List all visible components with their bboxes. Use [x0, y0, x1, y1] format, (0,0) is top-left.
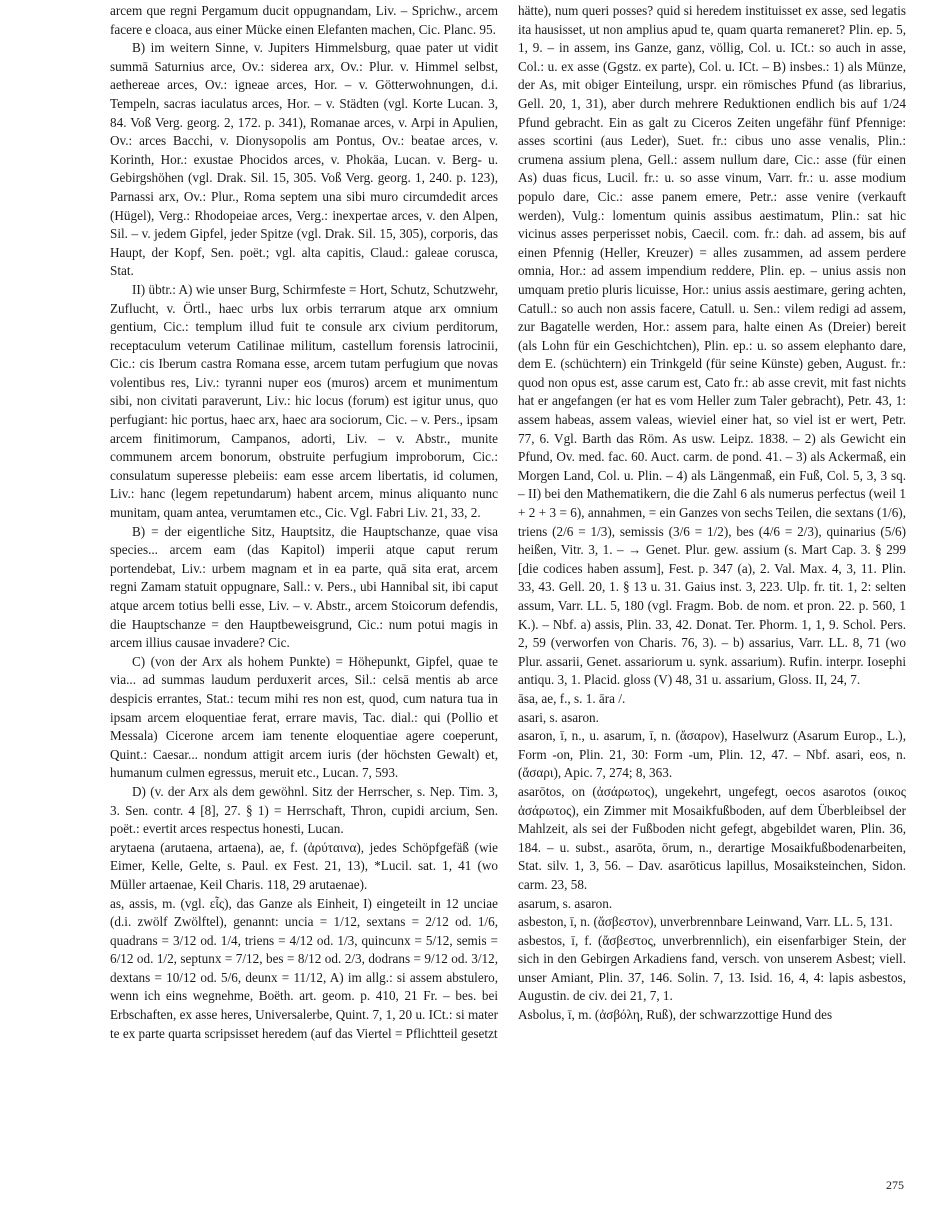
entry-paragraph: Asbolus, ī, m. (ἀσβόλη, Ruß), der schwarzzottige Hund des	[518, 1007, 833, 1023]
entry-paragraph: B) = der eigentliche Sitz, Hauptsitz, die Hauptschanze, quae visa species... arcem eam (das Kapitol) imperii atque caput rerum portendebat, Liv.: urbem magnam et in ea parte, quā sita erat, arcem regni Zamam statuit oppugnare, Sall.: v. Pers., ubi Hannibal sit, ibi caput atque arcem totius belli esse, Liv. – v. Abstr., arcem Stoicorum defendis, die Hauptschanze = den Hauptbeweisgrund, Cic.: num potui magis in arcem illius causae invadere? Cic.	[110, 523, 498, 651]
entry-paragraph: asaron, ī, n., u. asarum, ī, n. (ἄσαρον), Haselwurz (Asarum Europ., L.), Form -on, Plin. 21, 30: Form -um, Plin. 12, 47. – Nbf. asari, eos, n. (ἄσαρι), Apic. 7, 274; 8, 363.	[518, 728, 906, 781]
entry-paragraph: hätte), num queri posses? quid si heredem instituisset ex asse, sed legatis ita hausisset, ut non amplius apud te, quam quarta remaneret? Plin. ep. 5, 1, 9. – in assem, ins Ganze, ganz, völlig, Col. u. ICt.: so auch in asse, Col.: u. ex asse (Ggstz. ex parte), Col. u. ICt. – B) insbes.: 1) als Münze, der As, mit obiger Einteilung, urspr. ein römisches Pfund (as librarius, Gell. 20, 1, 31), aber durch mehrere Reduktionen endlich bis auf 1/24 Pfund gebracht. Ein as galt zu Ciceros Zeiten ungefähr fünf Pfennige: asses scortini (aus Leder), Suet. fr.: cibus uno asse venalis, Plin.: crumena assium plena, Gell.: assem nullum dare, Cic.: asse (für einen As) duas ficus, Lucil. fr.: u. so asse vinum, Varr. fr.: u. asse modium populo dare, Cic.: asse panem emere, Petr.: asse venire (verkauft werden), Vulg.: lomentum quinis assibus aestimatum, Plin.: sat hic vicinus asses perperisset nobis, Caecil. com. fr.: dah. ad assem, bis auf einen Pfennig (Heller, Kreuzer) = alles zusammen, ad assem perdere omnia, Hor.: ad assem impendium reddere, Plin. ep. – unius assis non umquam pretio pluris licuisse, Hor.: unius assis aestimare, gering achten, Catull.: so auch non assis facere, Catull. u. Sen.: vilem redigi ad assem, zur Bagatelle werden, Hor.: assem para, halte einen As (Dreier) bereit (als Lohn für ein Geschichtchen), Plin. ep.: u. so assem elephanto dare, dem E. (schüchtern) ein Trinkgeld (für seine Künste) geben, August. fr.: quod non opus est, asse carum est, Cato fr.: ab asse crevit, mit fast nichts hat er angefangen (er hat es vom Heller zum Taler gebracht), Petr. 43, 1: assem habeas, assem valeas, wieviel einer hat, so viel ist er wert, Petr. 77, 6. Vgl. Barth das Röm. As usw. Leipz. 1838. – 2) als Gewicht ein Pfund, Ov. med. fac. 60. Auct. carm. de pond. 41. – 3) als Ackermaß, ein Morgen Land, Col. u. Plin. – 4) als Längenmaß, ein Fuß, Col. 5, 3, 3 sq. – II) bei den Mathematikern, die die Zahl 6 als numerus perfectus (weil 1 + 2 + 3 = 6), annahmen, = ein Ganzes von sechs Teilen, die sextans (1/6), triens (2/6 = 1/3), semissis (3/6 = 1/2), bes (4/6 = 2/3), quinarius (5/6) heißen, Vitr. 3, 1. – → Genet. Plur. gew. assium (s. Mart Cap. 3. § 299 [die codices haben assum], Fest. p. 347 (a), 2. Val. Max. 4, 3, 11. Plin. 33, 43. Gell. 20, 1. § 13 u. 31. Gaius inst. 3, 223. Ulp. fr. tit. 1, 2: selten assum, Varr. LL. 5, 180 (vgl. Fragm. Bob. de nom. et pron. 22. p. 560, 1 K.). – Nbf. a) assis, Plin. 33, 42. Donat. Ter. Phorm. 1, 1, 9. Schol. Pers. 2, 59 (verworfen von Charis. 76, 3). – b) assarius, Varr. LL. 8, 71 (wo Plur. assarii, Genet. assariorum u. synk. assarium). Rufin. interpr. Iosephi antiqu. 3, 1. Placid. gloss (V) 48, 31 u. assarium, Gloss. II, 24, 7.	[518, 3, 906, 688]
page-number: 275	[886, 1178, 904, 1192]
entry-paragraph: asbestos, ī, f. (ἄσβεστος, unverbrennlich), ein eisenfarbiger Stein, der sich in den Gebirgen Arkadiens fand, versch. von unserem Asbest; viell. unser Amiant, Plin. 37, 146. Solin. 7, 13. Isid. 16, 4, 4: lapis asbestos, Augustin. de civ. dei 21, 7, 1.	[518, 932, 906, 1004]
entry-paragraph: arcem que regni Pergamum ducit oppugnandam, Liv. – Sprichw., arcem facere e cloaca, aus einer Mücke einen Elefanten machen, Cic. Planc. 95.	[110, 3, 498, 37]
entry-paragraph: II) übtr.: A) wie unser Burg, Schirmfeste = Hort, Schutz, Schutzwehr, Zuflucht, v. Örtl., haec urbs lux orbis terrarum atque arx omnium gentium, Cic.: templum illud fuit te consule arx civium perditorum, receptaculum veterum Catilinae militum, castellum forensis latrocinii, Cic.: cis Iberum castra Romana esse, arcem tutam perfugium que novas volentibus res, Liv.: tyranni nuper eos (muros) arcem et munimentum sibi, non civitati paraverunt, Liv.: hic locus (forum) est igitur unus, quo perfugiant: hic portus, haec arx, haec ara sociorum, Cic. – v. Pers., ipsam arcem finitimorum, Campanos, adorti, Liv. – v. Abstr., munite communem arcem bonorum, obstruite perfugium improborum, Cic.: consulatum superesse plebeiis: eam esse arcem libertatis, id columen, Liv.: hanc (legem repetundarum) habent arcem, minus aliquanto nunc munitam, quam antea, verumtamen etc., Cic. Vgl. Fabri Liv. 21, 33, 2.	[110, 281, 498, 521]
entry-paragraph: D) (v. der Arx als dem gewöhnl. Sitz der Herrscher, s. Nep. Tim. 3, 3. Sen. contr. 4 [8], 27. § 1) = Herrschaft, Thron, cupidi arcium, Sen. poët.: evertit arces respectus honesti, Lucan.	[110, 783, 498, 837]
right-column	[518, 2, 906, 1025]
entry-paragraph: asarum, s. asaron.	[518, 895, 613, 911]
entry-paragraph: B) im weitern Sinne, v. Jupiters Himmelsburg, quae pater ut vidit summā Saturnius arce, Ov.: siderea arx, Ov.: Plur. v. Himmel selbst, aethereae arces, Ov.: igneae arces, Hor. – v. Götterwohnungen, d.i. Tempeln, sacras iaculatus arces, Hor. – v. Städten (vgl. Korte Lucan. 3, 84. Voß Verg. georg. 2, 172. p. 341), Romanae arces, v. Arpi in Apulien, Ov.: arces Bacchi, v. Dionysopolis am Pontus, Ov.: beatae arces, v. Korinth, Hor.: exustae Phocidos arces, v. Phokäa, Lucan. v. Berg- u. Gebirgshöhen (vgl. Drak. Sil. 15, 305. Voß Verg. georg. 1, 240. p. 123), Parnassi arx, Ov.: Plur., Roma septem una sibi muro circumdedit arces (Hügel), Verg.: Rhodopeiae arces, Verg.: inexpertae arces, v. den Alpen, Sil. – v. jedem Gipfel, jeder Spitze (vgl. Drak. Sil. 15, 305), corporis, das Haupt, der Kopf, Sen. poët.; vgl. alta capitis, Claud.: galeae corusca, Stat.	[110, 40, 498, 279]
left-column	[110, 2, 498, 1043]
entry-paragraph: asbeston, ī, n. (ἄσβεστον), unverbrennbare Leinwand, Varr. LL. 5, 131.	[518, 914, 893, 930]
entry-paragraph: C) (von der Arx als hohem Punkte) = Höhepunkt, Gipfel, quae te via... ad summas laudum perduxerit arces, Sil.: celsā mentis ab arce despicis errantes, Stat.: tecum mihi res non est, quod, cum natura tua in ipsam arcem eloquentiae ferat, errare mavis, Tac. dial.: qui (Pollio et Messala) Cicerone arcem iam tenente eloquentiae agere coeperunt, Quint.: Caesar... nondum attigit arcem iuris (der höchsten Gewalt) et, humanum culmen egressus, meruit etc., Lucan. 7, 593.	[110, 653, 498, 781]
entry-paragraph: arytaena (arutaena, artaena), ae, f. (ἀρύταινα), jedes Schöpfgefäß (wie Eimer, Kelle, Gelte, s. Paul. ex Fest. 21, 13), *Lucil. sat. 1, 41 (wo Müller artaenae, Keil Charis. 118, 29 arutaenae).	[110, 839, 498, 892]
entry-paragraph: asarōtos, on (ἀσάρωτος), ungekehrt, ungefegt, oecos asarotos (οικος ἀσάρωτος), ein Zimmer mit Mosaikfußboden, auf dem Überbleibsel der Mahlzeit, als sei der Fußboden nicht gefegt, abgebildet waren, Plin. 36, 184. – u. subst., asarōta, ōrum, n., derartige Mosaikfußbodenarbeiten, Stat. silv. 1, 3, 56. – Dav. asarōticus lapillus, Mosaiksteinchen, Sidon. carm. 23, 58.	[518, 783, 906, 892]
entry-paragraph: as, assis, m. (vgl. εἷς), das Ganze als Einheit, I) eingeteilt in 12 unciae (d.i. zwölf Zwölftel), genannt: uncia = 1/12, sextans = 2/12 od. 1/6, quadrans = 3/12 od. 1/4, triens = 4/12 od. 1/3, quincunx = 5/12, semis = 6/12 od. 1/2, septunx = 7/12, bes = 8/12 od. 2/3, dodrans = 9/12 od. 3/12, dextans = 10/12 od. 5/6, deunx = 11/12, A) im allg.: si assem abstulero, wenn ich eins wegnehme, Boëth. art. geom. p. 410, 21 Fr. – bes. bei Erbschaften, ex asse heres, Universalerbe, Quint. 7, 1, 20 u. ICt.: si mater te ex parte quarta scripsisset heredem (auf das Viertel = Pflichtteil gesetzt	[110, 895, 498, 1041]
entry-paragraph: āsa, ae, f., s. 1. āra /.	[518, 690, 626, 706]
entry-paragraph: asari, s. asaron.	[518, 709, 599, 725]
